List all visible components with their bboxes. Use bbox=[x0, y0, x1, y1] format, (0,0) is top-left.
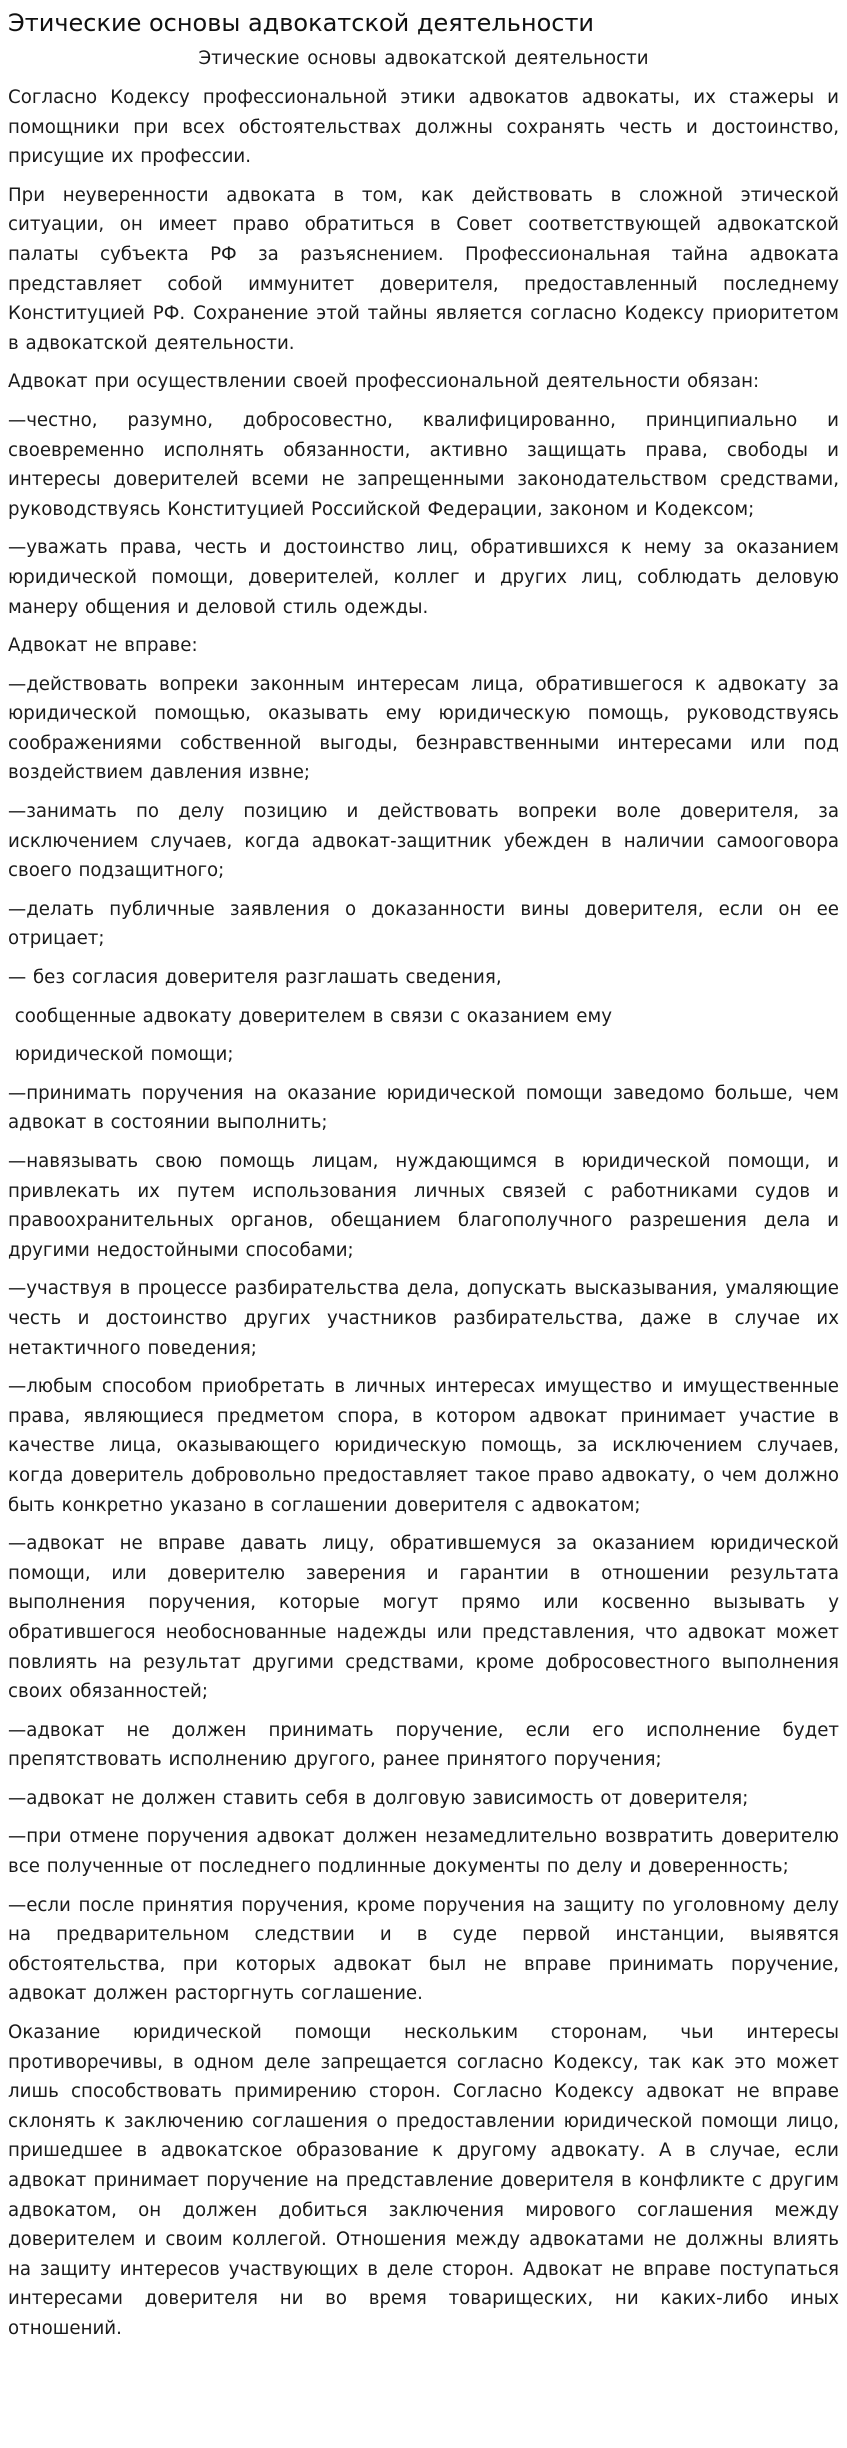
list-item-prohibition: —действовать вопреки законным интересам лица, обратившегося к адвокату за юридической помощью, оказывать ему юридическую помощь, руководствуясь соображениями собственной выгоды, безнравственными интересами или под воздействием давления извне; bbox=[8, 673, 839, 784]
paragraph-prohibitions-heading: Адвокат не вправе: bbox=[8, 635, 198, 657]
paragraph-conflict-of-interest: Оказание юридической помощи нескольким сторонам, чьи интересы противоречивы, в одном деле запрещается согласно Кодексу, так как это может лишь способствовать примирению сторон. Согласно Кодексу адвокат не вправе склонять к заключению соглашения о предоставлении юридической помощи лицо, пришедшее в адвокатское образование к другому адвокату. А в случае, если адвокат принимает поручение на представление доверителя в конфликте с другим адвокатом, он должен добиться заключения мирового соглашения между доверителем и своим коллегой. Отношения между адвокатами не должны влиять на защиту интересов участвующих в деле сторон. Адвокат не вправе поступаться интересами доверителя ни во время товарищеских, ни каких-либо иных отношений. bbox=[8, 2022, 839, 2339]
list-item-prohibition: —навязывать свою помощь лицам, нуждающимся в юридической помощи, и привлекать их путем использования личных связей с работниками судов и правоохранительных органов, обещанием благополучного разрешения дела и другими недостойными способами; bbox=[8, 1151, 839, 1261]
list-item-prohibition: —занимать по делу позицию и действовать вопреки воле доверителя, за исключением случаев, когда адвокат-защитник убежден в наличии самооговора своего подзащитного; bbox=[8, 801, 839, 882]
list-item-prohibition: —делать публичные заявления о доказанности вины доверителя, если он ее отрицает; bbox=[8, 898, 839, 950]
page-title: Этические основы адвокатской деятельности bbox=[8, 9, 595, 37]
list-item-prohibition: —принимать поручения на оказание юридической помощи заведомо больше, чем адвокат в состоянии выполнить; bbox=[8, 1082, 839, 1134]
list-item-prohibition: —адвокат не вправе давать лицу, обратившемуся за оказанием юридической помощи, или доверителю заверения и гарантии в отношении результата выполнения поручения, которые могут прямо или косвенно вызывать у обратившегося необоснованные надежды или представления, что адвокат может повлиять на результат другими средствами, кроме добросовестного выполнения своих обязанностей; bbox=[8, 1533, 839, 1703]
list-item-obligation: —честно, разумно, добросовестно, квалифицированно, принципиально и своевременно исполнять обязанности, активно защищать права, свободы и интересы доверителей всеми не запрещенными законодательством средствами, руководствуясь Конституцией Российской Федерации, законом и Кодексом; bbox=[8, 409, 839, 520]
list-item-prohibition: — без согласия доверителя разглашать сведения, bbox=[8, 967, 502, 989]
list-item-prohibition: —участвуя в процессе разбирательства дела, допускать высказывания, умаляющие честь и достоинство других участников разбирательства, даже в случае их нетактичного поведения; bbox=[8, 1278, 839, 1359]
list-item-prohibition-continued: юридической помощи; bbox=[8, 1044, 234, 1066]
list-item-obligation: —уважать права, честь и достоинство лиц, обратившихся к нему за оказанием юридической помощи, доверителей, коллег и других лиц, соблюдать деловую манеру общения и деловой стиль одежды. bbox=[8, 537, 839, 618]
paragraph-uncertainty: При неуверенности адвоката в том, как действовать в сложной этической ситуации, он имеет право обратиться в Совет соответствующей адвокатской палаты субъекта РФ за разъяснением. Профессиональная тайна адвоката представляет собой иммунитет доверителя, предоставленный последнему Конституцией РФ. Сохранение этой тайны является согласно Кодексу приоритетом в адвокатской деятельности. bbox=[8, 184, 839, 354]
article-subtitle: Этические основы адвокатской деятельности bbox=[198, 48, 649, 69]
list-item-prohibition: —адвокат не должен принимать поручение, если его исполнение будет препятствовать исполнению другого, ранее принятого поручения; bbox=[8, 1719, 839, 1771]
paragraph-obligations-heading: Адвокат при осуществлении своей профессиональной деятельности обязан: bbox=[8, 371, 760, 393]
list-item-prohibition: —адвокат не должен ставить себя в долговую зависимость от доверителя; bbox=[8, 1787, 749, 1809]
list-item-prohibition: —при отмене поручения адвокат должен незамедлительно возвратить доверителю все полученные от последнего подлинные документы по делу и доверенность; bbox=[8, 1826, 839, 1878]
list-item-prohibition-continued: сообщенные адвокату доверителем в связи с оказанием ему bbox=[8, 1005, 612, 1027]
list-item-prohibition: —любым способом приобретать в личных интересах имущество и имущественные права, являющиеся предметом спора, в котором адвокат принимает участие в качестве лица, оказывающего юридическую помощь, за исключением случаев, когда доверитель добровольно предоставляет такое право адвокату, о чем должно быть конкретно указано в соглашении доверителя с адвокатом; bbox=[8, 1376, 839, 1516]
list-item-prohibition: —если после принятия поручения, кроме поручения на защиту по уголовному делу на предварительном следствии и в суде первой инстанции, выявятся обстоятельства, при которых адвокат был не вправе принимать поручение, адвокат должен расторгнуть соглашение. bbox=[8, 1894, 839, 2005]
paragraph-intro: Согласно Кодексу профессиональной этики адвокатов адвокаты, их стажеры и помощники при всех обстоятельствах должны сохранять честь и достоинство, присущие их профессии. bbox=[8, 87, 839, 168]
